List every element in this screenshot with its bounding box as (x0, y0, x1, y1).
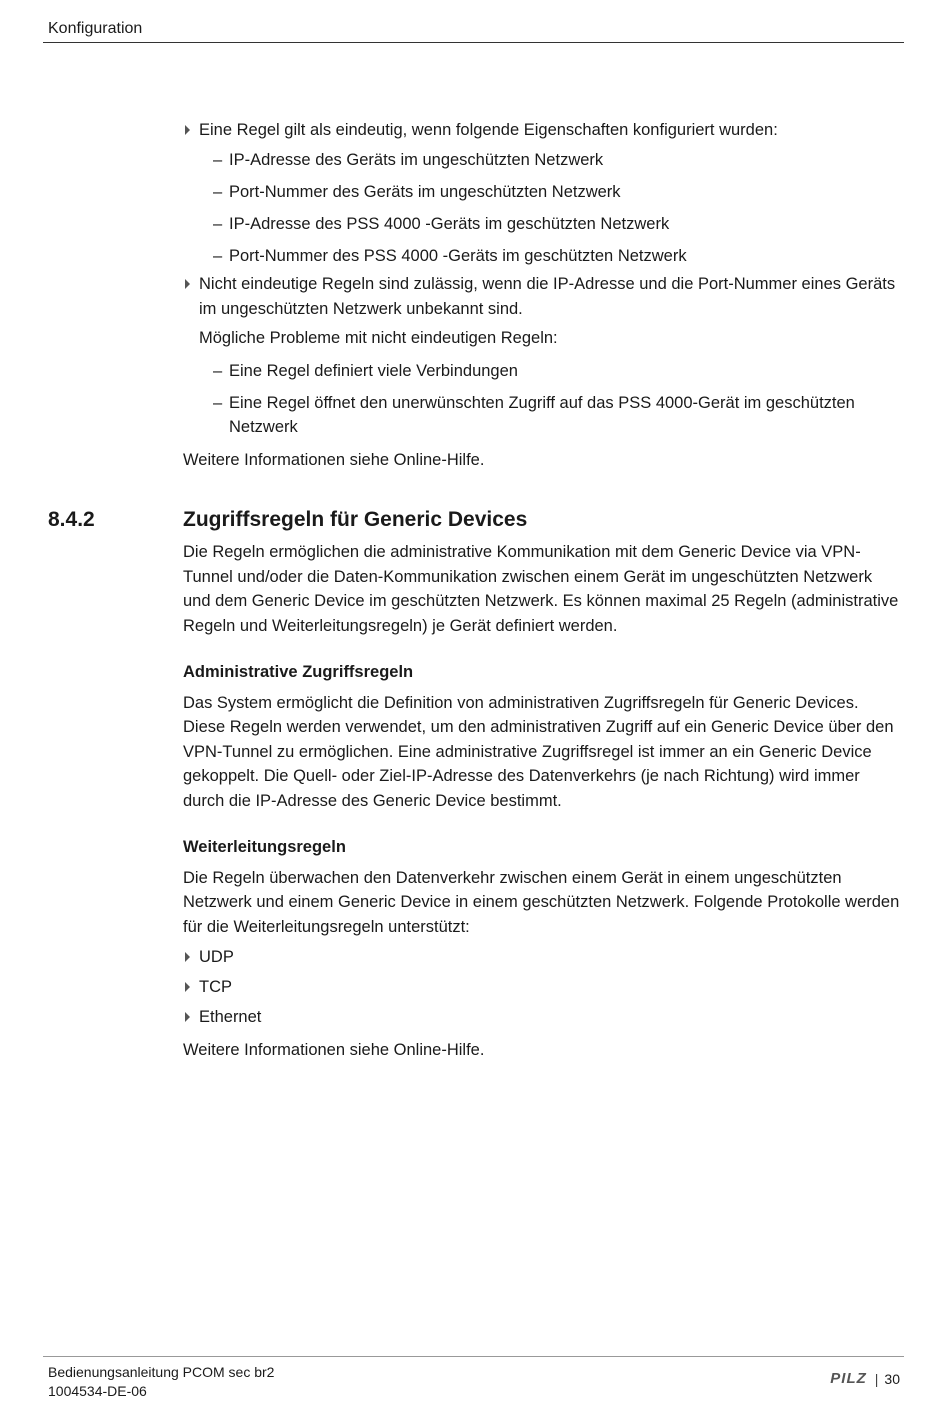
more-info-text: Weitere Informationen siehe Online-Hilfe. (183, 1040, 485, 1059)
page-separator: | (874, 1370, 879, 1387)
section-number: 8.4.2 (48, 508, 95, 531)
triangle-bullet-icon (185, 279, 190, 289)
dash-item: – Eine Regel öffnet den unerwünschten Zugriff auf das PSS 4000-Gerät im geschützten Netzwerk (213, 393, 855, 436)
intro-content (183, 118, 913, 482)
protocol-item: TCP (183, 975, 903, 1000)
header-divider (43, 42, 904, 43)
section-intro: Die Regeln ermöglichen die administrative Kommunikation mit dem Generic Device via VPN-Tunnel und/oder die Daten-Kommunikation zwischen einem Gerät im ungeschützten Netzwerk und dem Generic Device im geschützten Netzwerk. Es können maximal 25 Regeln (administrative Regeln und Weiterleitungsregeln) je Gerät definiert werden. (183, 543, 899, 635)
protocol-item: Ethernet (183, 1005, 903, 1030)
bullet-item: Nicht eindeutige Regeln sind zulässig, wenn die IP-Adresse und die Port-Nummer eines Geräts im ungeschützten Netzwerk unbekannt sind. (183, 272, 913, 321)
dash-item: – Eine Regel definiert viele Verbindungen (213, 361, 518, 380)
triangle-bullet-icon (185, 1012, 190, 1022)
section-title: Zugriffsregeln für Generic Devices (183, 508, 528, 531)
admin-rules-text: Das System ermöglicht die Definition von administrativen Zugriffsregeln für Generic Devices. Diese Regeln werden verwendet, um den administrativen Zugriff auf ein Generic Device über den VPN-Tunnel zu ermöglichen. Eine administrative Zugriffsregel ist immer an ein Generic Device gekoppelt. Die Quell- oder Ziel-IP-Adresse des Datenverkehrs (je nach Richtung) wird immer durch die IP-Adresse des Generic Device bestimmt. (183, 693, 894, 810)
dash-item: – IP-Adresse des Geräts im ungeschützten Netzwerk (213, 150, 604, 169)
dash-item: – Port-Nummer des PSS 4000 -Geräts im geschützten Netzwerk (213, 246, 687, 265)
footer-divider (43, 1356, 904, 1357)
dash-item: – IP-Adresse des PSS 4000 -Geräts im geschützten Netzwerk (213, 214, 670, 233)
section-content (183, 540, 903, 1062)
triangle-bullet-icon (185, 952, 190, 962)
triangle-bullet-icon (185, 125, 190, 135)
more-info-text: Weitere Informationen siehe Online-Hilfe. (183, 450, 485, 469)
problems-intro: Mögliche Probleme mit nicht eindeutigen Regeln: (199, 329, 558, 347)
footer-doc-info (48, 1363, 274, 1401)
forwarding-rules-text: Die Regeln überwachen den Datenverkehr zwischen einem Gerät in einem ungeschützten Netzwerk und einem Generic Device in einem geschützten Netzwerk. Folgende Protokolle werden für die Weiterleitungsregeln unterstützt: (183, 868, 900, 936)
forwarding-rules-heading: Weiterleitungsregeln (183, 838, 346, 856)
footer-doc-title: Bedienungsanleitung PCOM sec br2 (48, 1364, 275, 1380)
bullet-item: Eine Regel gilt als eindeutig, wenn folgende Eigenschaften konfiguriert wurden: (183, 118, 913, 143)
footer-doc-number: 1004534-DE-06 (48, 1383, 147, 1399)
pilz-logo: PILZ (830, 1370, 867, 1387)
protocol-item: UDP (183, 945, 903, 970)
triangle-bullet-icon (185, 982, 190, 992)
dash-item: – Port-Nummer des Geräts im ungeschützten Netzwerk (213, 182, 621, 201)
footer-page-info (830, 1370, 900, 1387)
page-number: 30 (884, 1370, 900, 1387)
admin-rules-heading: Administrative Zugriffsregeln (183, 663, 414, 681)
header-title: Konfiguration (48, 20, 143, 37)
